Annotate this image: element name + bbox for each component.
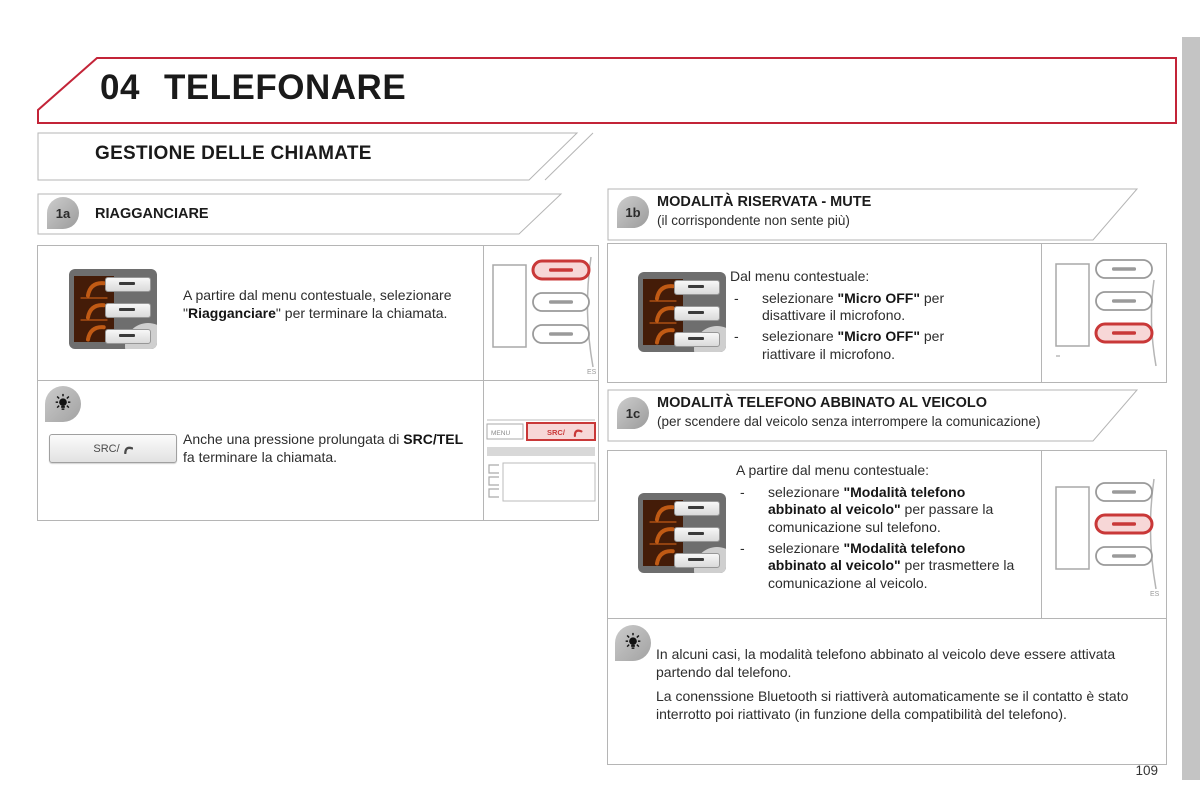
steering-controls-illustration-1a bbox=[485, 251, 597, 382]
subsection-1a-title: RIAGGANCIARE bbox=[95, 206, 209, 222]
context-menu-illustration bbox=[638, 493, 726, 573]
subsection-1a-header bbox=[37, 193, 599, 235]
bullet-item bbox=[736, 540, 1036, 593]
tip-lightbulb-badge bbox=[615, 625, 651, 661]
bullet-text: selezionare "Modalità telefono abbinato al veicolo" per passare la comunicazione sul telefono. bbox=[768, 483, 994, 535]
steering-controls-illustration-1c bbox=[1048, 473, 1160, 604]
subsection-1b-text bbox=[730, 268, 1030, 363]
divider bbox=[1041, 244, 1042, 382]
es-label: ES bbox=[587, 369, 597, 376]
text-segment: Anche una pressione prolungata di bbox=[183, 431, 404, 447]
bullet-dash: - bbox=[740, 539, 745, 556]
bullet-text: selezionare "Modalità telefono abbinato al veicolo" per trasmettere la comunicazione al veicolo. bbox=[768, 539, 1015, 591]
lightbulb-icon bbox=[622, 632, 644, 654]
src-highlight-label: SRC/ bbox=[547, 428, 565, 437]
bullet-item bbox=[730, 328, 1030, 363]
bullet-item bbox=[730, 290, 1030, 325]
menu-button-2 bbox=[674, 527, 720, 542]
bullet-dash: - bbox=[734, 289, 739, 306]
badge-1a: 1a bbox=[47, 197, 79, 229]
context-menu-illustration bbox=[69, 269, 157, 349]
section-banner bbox=[37, 132, 599, 181]
menu-button-1 bbox=[105, 277, 151, 292]
menu-button-1 bbox=[674, 280, 720, 295]
text-segment: fa terminare la chiamata. bbox=[183, 448, 338, 465]
chapter-title-text: TELEFONARE bbox=[163, 68, 407, 107]
phone-handset-icon bbox=[122, 444, 133, 454]
menu-button-2 bbox=[105, 303, 151, 318]
subsection-1c-subtitle: (per scendere dal veicolo senza interrompere la comunicazione) bbox=[657, 414, 1041, 429]
chapter-header bbox=[37, 57, 1178, 125]
tip-box-left bbox=[37, 380, 599, 521]
chapter-title bbox=[100, 68, 406, 108]
menu-button-3 bbox=[105, 329, 151, 344]
lightbulb-icon bbox=[52, 393, 74, 415]
badge-1b: 1b bbox=[617, 196, 649, 228]
note-text bbox=[656, 646, 1150, 724]
page-edge-bar bbox=[1182, 37, 1200, 780]
subsection-1b-content bbox=[607, 243, 1167, 383]
radio-faceplate-illustration bbox=[485, 417, 597, 512]
bullet-dash: - bbox=[734, 327, 739, 344]
bullet-text: selezionare "Micro OFF" per disattivare il microfono. bbox=[762, 289, 945, 324]
divider bbox=[483, 381, 484, 520]
section-title: GESTIONE DELLE CHIAMATE bbox=[95, 143, 372, 164]
menu-label: MENU bbox=[491, 430, 511, 437]
text-segment-bold: Riagganciare bbox=[187, 304, 276, 321]
subsection-1c-content bbox=[607, 450, 1167, 620]
src-button-illustration bbox=[49, 434, 177, 463]
src-button-label: SRC/ bbox=[93, 442, 120, 455]
menu-button-3 bbox=[674, 332, 720, 347]
text-segment: " per terminare la chiamata. bbox=[275, 304, 448, 321]
chapter-number: 04 bbox=[100, 68, 140, 107]
note-paragraph-2: La conenssione Bluetooth si riattiverà automaticamente se il contatto è stato interrotto poi riattivato (in funzione della compatibilità del telefono). bbox=[656, 688, 1129, 722]
subsection-1b-header bbox=[607, 188, 1165, 241]
subsection-1a-content bbox=[37, 245, 599, 383]
note-box bbox=[607, 618, 1167, 765]
es-label: ES bbox=[1150, 591, 1160, 598]
context-menu-illustration bbox=[638, 272, 726, 352]
tip-lightbulb-badge bbox=[45, 386, 81, 422]
steering-controls-illustration-1b bbox=[1048, 250, 1160, 381]
subsection-1c-title: MODALITÀ TELEFONO ABBINATO AL VEICOLO bbox=[657, 395, 988, 411]
text-segment-bold: SRC/TEL bbox=[403, 431, 464, 447]
tip-left-paragraph bbox=[183, 431, 469, 466]
menu-button-2 bbox=[674, 306, 720, 321]
subsection-1c-header bbox=[607, 389, 1165, 442]
menu-button-1 bbox=[674, 501, 720, 516]
text-segment: A partire dal menu contestuale, selezionare " bbox=[183, 287, 452, 321]
intro-line: Dal menu contestuale: bbox=[730, 268, 870, 284]
page-number: 109 bbox=[1135, 763, 1158, 778]
subsection-1b-title: MODALITÀ RISERVATA - MUTE bbox=[657, 194, 872, 210]
divider bbox=[483, 246, 484, 382]
note-paragraph-1: In alcuni casi, la modalità telefono abbinato al veicolo deve essere attivata partendo dal telefono. bbox=[656, 646, 1116, 680]
subsection-1a-paragraph bbox=[183, 287, 461, 322]
menu-button-3 bbox=[674, 553, 720, 568]
divider bbox=[1041, 451, 1042, 619]
badge-1c: 1c bbox=[617, 397, 649, 429]
bullet-text: selezionare "Micro OFF" per riattivare il microfono. bbox=[762, 327, 945, 362]
subsection-1b-subtitle: (il corrispondente non sente più) bbox=[657, 213, 850, 228]
intro-line: A partire dal menu contestuale: bbox=[736, 462, 930, 478]
bullet-item bbox=[736, 484, 1036, 537]
bullet-dash: - bbox=[740, 483, 745, 500]
subsection-1c-text bbox=[736, 462, 1036, 592]
